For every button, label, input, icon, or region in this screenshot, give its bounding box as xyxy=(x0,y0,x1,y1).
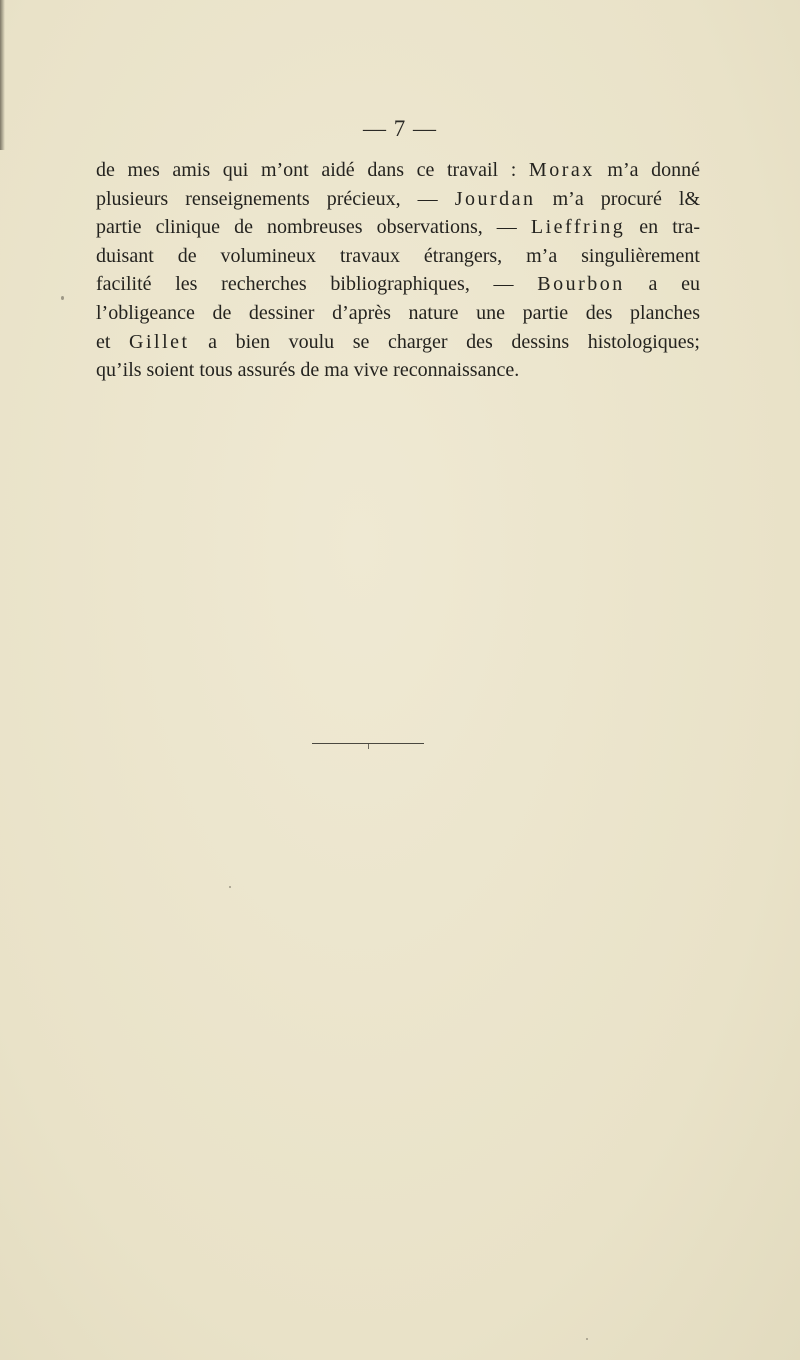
divider-tick xyxy=(368,744,369,749)
text-line xyxy=(96,328,700,357)
line-text: de mes amis qui m’ont aidé dans ce travail : xyxy=(96,159,529,181)
paper-speck xyxy=(61,296,64,300)
line-text: en tra- xyxy=(625,216,700,239)
person-name: Gillet xyxy=(129,330,190,353)
line-text: l’obligeance de dessiner d’après nature une partie des planches xyxy=(96,301,700,324)
paper-speck xyxy=(229,886,231,888)
line-text: m’a donné xyxy=(594,159,700,181)
page-number: — 7 — xyxy=(363,116,437,141)
line-text: et xyxy=(96,330,130,353)
text-line xyxy=(96,156,700,185)
line-text: facilité les recherches bibliographiques, — xyxy=(96,273,538,296)
person-name: Morax xyxy=(528,159,595,181)
text-line xyxy=(96,185,700,214)
line-text: a eu xyxy=(624,273,700,296)
line-text: m’a procuré l& xyxy=(535,187,701,210)
line-text: partie clinique de nombreuses observations, — xyxy=(96,216,531,239)
text-line xyxy=(96,299,700,328)
person-name: Bourbon xyxy=(537,273,625,296)
text-line xyxy=(96,356,700,385)
line-text: a bien voulu se charger des dessins histologiques; xyxy=(189,330,700,353)
person-name: Lieffring xyxy=(530,216,626,239)
text-line xyxy=(96,213,700,242)
line-text: plusieurs renseignements précieux, — xyxy=(96,187,455,210)
body-paragraph xyxy=(96,156,700,385)
line-text: duisant de volumineux travaux étrangers, m’a singulièrement xyxy=(96,244,700,267)
paper-speck xyxy=(586,1338,588,1340)
text-line xyxy=(96,270,700,299)
person-name: Jourdan xyxy=(454,187,536,210)
line-text: qu’ils soient tous assurés de ma vive reconnaissance. xyxy=(96,359,520,382)
text-line xyxy=(96,242,700,271)
